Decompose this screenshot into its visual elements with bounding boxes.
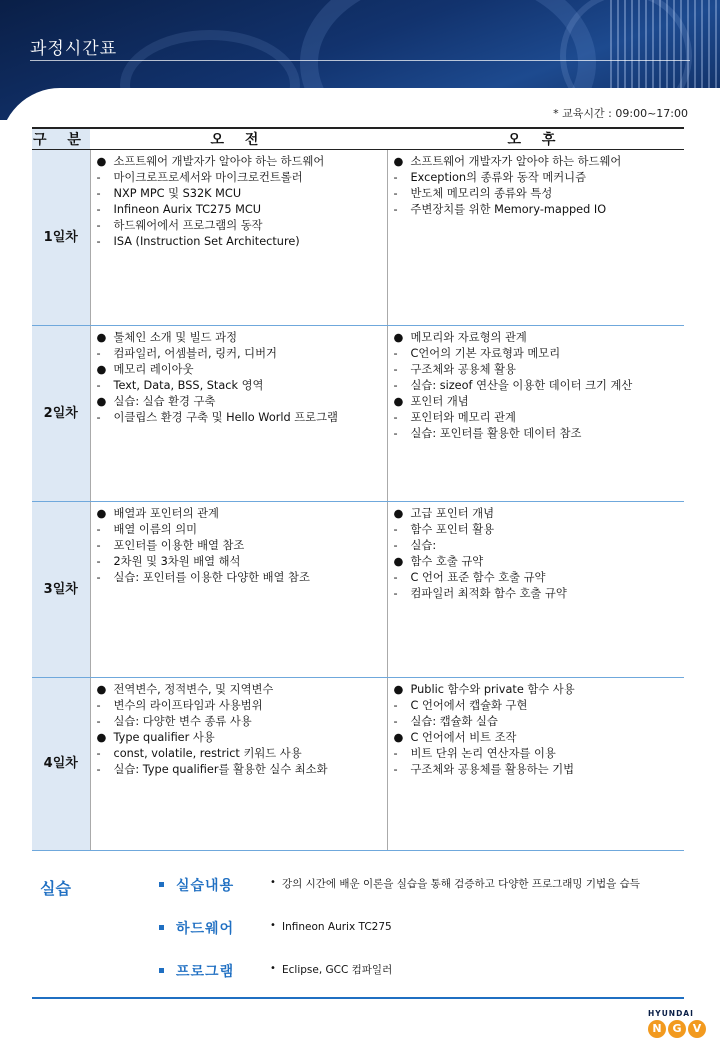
table-header-row <box>32 128 684 150</box>
dash-marker: - <box>393 427 398 440</box>
afternoon-cell <box>387 678 684 851</box>
hyundai-ngv-logo <box>648 1009 718 1039</box>
list-item-text: Infineon Aurix TC275 MCU <box>113 203 262 216</box>
dash-marker: - <box>393 187 398 200</box>
header-rule <box>30 60 690 61</box>
list-item <box>394 362 679 378</box>
list-item-text: 구조체와 공용체를 활용하는 기법 <box>410 763 575 776</box>
list-item <box>97 538 381 554</box>
table-row <box>32 502 684 678</box>
list-item-text: Exception의 종류와 동작 메커니즘 <box>410 171 586 184</box>
practice-item-description: Infineon Aurix TC275 <box>282 921 392 933</box>
list-item <box>394 746 679 762</box>
dash-marker: - <box>96 171 101 184</box>
column-header-category: 구 분 <box>32 128 90 150</box>
list-item <box>97 346 381 362</box>
list-item <box>394 762 679 778</box>
list-item <box>97 186 381 202</box>
list-item <box>97 570 381 586</box>
dash-marker: - <box>393 699 398 712</box>
bullet-icon: ● <box>393 331 404 344</box>
list-item-text: 이클립스 환경 구축 및 Hello World 프로그램 <box>113 411 338 424</box>
list-item-text: 변수의 라이프타임과 사용범위 <box>113 699 263 712</box>
dash-marker: - <box>393 539 398 552</box>
list-item <box>394 682 679 698</box>
list-item <box>394 698 679 714</box>
list-item-text: 구조체와 공용체 활용 <box>410 363 516 376</box>
list-item <box>394 538 679 554</box>
square-bullet-icon <box>159 968 164 973</box>
bullet-icon: • <box>270 877 276 888</box>
list-item-text: Text, Data, BSS, Stack 영역 <box>113 379 264 392</box>
list-item <box>394 554 679 570</box>
list-item-text: 전역변수, 정적변수, 및 지역변수 <box>113 683 274 696</box>
list-item-text: 컴파일러, 어셈블러, 링커, 디버거 <box>113 347 277 360</box>
list-item-text: 메모리 레이아웃 <box>113 363 194 376</box>
bullet-icon: ● <box>393 395 404 408</box>
practice-item-description: 강의 시간에 배운 이론을 실습을 통해 검증하고 다양한 프로그래밍 기법을 습득 <box>282 878 640 890</box>
dash-marker: - <box>393 747 398 760</box>
dash-marker: - <box>96 571 101 584</box>
list-item <box>97 218 381 234</box>
header-stripes <box>610 0 720 95</box>
list-item-text: 배열과 포인터의 관계 <box>113 507 219 520</box>
dash-marker: - <box>393 523 398 536</box>
list-item-text: 포인터를 이용한 배열 참조 <box>113 539 245 552</box>
list-item <box>97 410 381 426</box>
bullet-icon: ● <box>393 683 404 696</box>
logo-brand-text: HYUNDAI <box>648 1009 694 1018</box>
list-item-text: 반도체 메모리의 종류와 특성 <box>410 187 553 200</box>
dash-marker: - <box>96 523 101 536</box>
dash-marker: - <box>96 187 101 200</box>
table-row <box>32 326 684 502</box>
bullet-icon: • <box>270 963 276 974</box>
list-item <box>394 730 679 746</box>
list-item <box>394 410 679 426</box>
day-label: 2일차 <box>32 326 90 502</box>
dash-marker: - <box>96 379 101 392</box>
bullet-icon: • <box>270 920 276 931</box>
schedule-table <box>32 127 684 851</box>
dash-marker: - <box>96 715 101 728</box>
list-item-text: NXP MPC 및 S32K MCU <box>113 187 242 200</box>
list-item <box>97 682 381 698</box>
day-label: 4일차 <box>32 678 90 851</box>
column-header-afternoon: 오 후 <box>387 128 684 150</box>
list-item-text: C 언어에서 비트 조작 <box>410 731 517 744</box>
list-item <box>97 506 381 522</box>
dash-marker: - <box>96 747 101 760</box>
bullet-icon: ● <box>96 731 107 744</box>
bullet-icon: ● <box>96 155 107 168</box>
list-item-text: 실습: 포인터를 이용한 다양한 배열 참조 <box>113 571 310 584</box>
list-item-text: 소프트웨어 개발자가 알아야 하는 하드웨어 <box>113 155 325 168</box>
list-item <box>394 346 679 362</box>
list-item <box>97 554 381 570</box>
list-item <box>97 730 381 746</box>
bullet-icon: ● <box>393 507 404 520</box>
dash-marker: - <box>96 555 101 568</box>
square-bullet-icon <box>159 882 164 887</box>
practice-item-description: Eclipse, GCC 컴파일러 <box>282 964 393 976</box>
morning-cell <box>90 326 387 502</box>
practice-item-label: 프로그램 <box>176 964 235 980</box>
dash-marker: - <box>96 347 101 360</box>
logo-ngv-mark <box>648 1020 718 1038</box>
list-item <box>394 330 679 346</box>
list-item-text: 고급 포인터 개념 <box>410 507 495 520</box>
dash-marker: - <box>393 379 398 392</box>
bullet-icon: ● <box>96 683 107 696</box>
day-label: 1일차 <box>32 150 90 326</box>
list-item-text: 주변장치를 위한 Memory-mapped IO <box>410 203 607 216</box>
list-item-text: 소프트웨어 개발자가 알아야 하는 하드웨어 <box>410 155 622 168</box>
list-item <box>394 714 679 730</box>
list-item-text: Type qualifier 사용 <box>113 731 215 744</box>
practice-item-label: 실습내용 <box>176 878 235 894</box>
list-item-text: 함수 포인터 활용 <box>410 523 495 536</box>
list-item-text: 툴체인 소개 및 빌드 과정 <box>113 331 237 344</box>
list-item <box>97 762 381 778</box>
square-bullet-icon <box>159 925 164 930</box>
morning-cell <box>90 150 387 326</box>
list-item-text: 컴파일러 최적화 함수 호출 규약 <box>410 587 567 600</box>
morning-cell <box>90 502 387 678</box>
list-item <box>97 234 381 250</box>
list-item-text: C 언어 표준 함수 호출 규약 <box>410 571 546 584</box>
list-item-text: 배열 이름의 의미 <box>113 523 198 536</box>
bullet-icon: ● <box>393 155 404 168</box>
list-item <box>394 170 679 186</box>
list-item-text: 하드웨어에서 프로그램의 동작 <box>113 219 263 232</box>
list-item-text: 실습: <box>410 539 437 552</box>
list-item <box>97 746 381 762</box>
list-item-text: Public 함수와 private 함수 사용 <box>410 683 575 696</box>
dash-marker: - <box>96 203 101 216</box>
dash-marker: - <box>393 571 398 584</box>
list-item <box>394 202 679 218</box>
afternoon-cell <box>387 502 684 678</box>
list-item <box>394 426 679 442</box>
list-item <box>97 394 381 410</box>
dash-marker: - <box>96 763 101 776</box>
logo-letter: G <box>668 1020 686 1038</box>
list-item <box>394 394 679 410</box>
dash-marker: - <box>393 587 398 600</box>
bullet-icon: ● <box>393 731 404 744</box>
list-item-text: 함수 호출 규약 <box>410 555 484 568</box>
day-label: 3일차 <box>32 502 90 678</box>
table-row <box>32 678 684 851</box>
list-item <box>394 186 679 202</box>
dash-marker: - <box>393 171 398 184</box>
footer-rule <box>32 997 684 999</box>
list-item-text: 실습: sizeof 연산을 이용한 데이터 크기 계산 <box>410 379 633 392</box>
bullet-icon: ● <box>96 395 107 408</box>
list-item <box>97 154 381 170</box>
logo-letter: N <box>648 1020 666 1038</box>
list-item-text: const, volatile, restrict 키워드 사용 <box>113 747 302 760</box>
dash-marker: - <box>96 699 101 712</box>
dash-marker: - <box>96 411 101 424</box>
column-header-morning: 오 전 <box>90 128 387 150</box>
logo-letter: V <box>688 1020 706 1038</box>
dash-marker: - <box>393 203 398 216</box>
dash-marker: - <box>96 219 101 232</box>
dash-marker: - <box>96 235 101 248</box>
morning-cell <box>90 678 387 851</box>
list-item <box>394 506 679 522</box>
table-row <box>32 150 684 326</box>
list-item <box>97 202 381 218</box>
list-item-text: 포인터 개념 <box>410 395 469 408</box>
list-item-text: 포인터와 메모리 관계 <box>410 411 516 424</box>
list-item <box>97 698 381 714</box>
list-item-text: 실습: 포인터를 활용한 데이터 참조 <box>410 427 582 440</box>
bullet-icon: ● <box>393 555 404 568</box>
list-item-text: C언어의 기본 자료형과 메모리 <box>410 347 561 360</box>
list-item-text: 실습: Type qualifier를 활용한 실수 최소화 <box>113 763 328 776</box>
list-item <box>394 586 679 602</box>
list-item <box>97 330 381 346</box>
list-item <box>97 522 381 538</box>
list-item <box>394 570 679 586</box>
practice-item-label: 하드웨어 <box>176 921 235 937</box>
list-item-text: 실습: 캡슐화 실습 <box>410 715 498 728</box>
practice-section <box>32 872 684 982</box>
dash-marker: - <box>393 347 398 360</box>
list-item-text: 마이크로프로세서와 마이크로컨트롤러 <box>113 171 303 184</box>
dash-marker: - <box>96 539 101 552</box>
list-item <box>97 170 381 186</box>
afternoon-cell <box>387 326 684 502</box>
list-item-text: 실습: 실습 환경 구축 <box>113 395 216 408</box>
dash-marker: - <box>393 411 398 424</box>
list-item-text: ISA (Instruction Set Architecture) <box>113 235 300 248</box>
list-item-text: 비트 단위 논리 연산자를 이용 <box>410 747 556 760</box>
page-title: 과정시간표 <box>30 39 118 59</box>
bullet-icon: ● <box>96 363 107 376</box>
dash-marker: - <box>393 363 398 376</box>
dash-marker: - <box>393 763 398 776</box>
dash-marker: - <box>393 715 398 728</box>
list-item <box>394 522 679 538</box>
list-item <box>97 378 381 394</box>
schedule-time-note: * 교육시간 : 09:00~17:00 <box>553 107 688 120</box>
list-item <box>97 714 381 730</box>
list-item-text: C 언어에서 캡슐화 구현 <box>410 699 528 712</box>
list-item-text: 메모리와 자료형의 관계 <box>410 331 527 344</box>
list-item-text: 실습: 다양한 변수 종류 사용 <box>113 715 252 728</box>
bullet-icon: ● <box>96 507 107 520</box>
list-item <box>97 362 381 378</box>
list-item-text: 2차원 및 3차원 배열 해석 <box>113 555 241 568</box>
bullet-icon: ● <box>96 331 107 344</box>
list-item <box>394 378 679 394</box>
list-item <box>394 154 679 170</box>
practice-label: 실습 <box>40 879 71 898</box>
afternoon-cell <box>387 150 684 326</box>
